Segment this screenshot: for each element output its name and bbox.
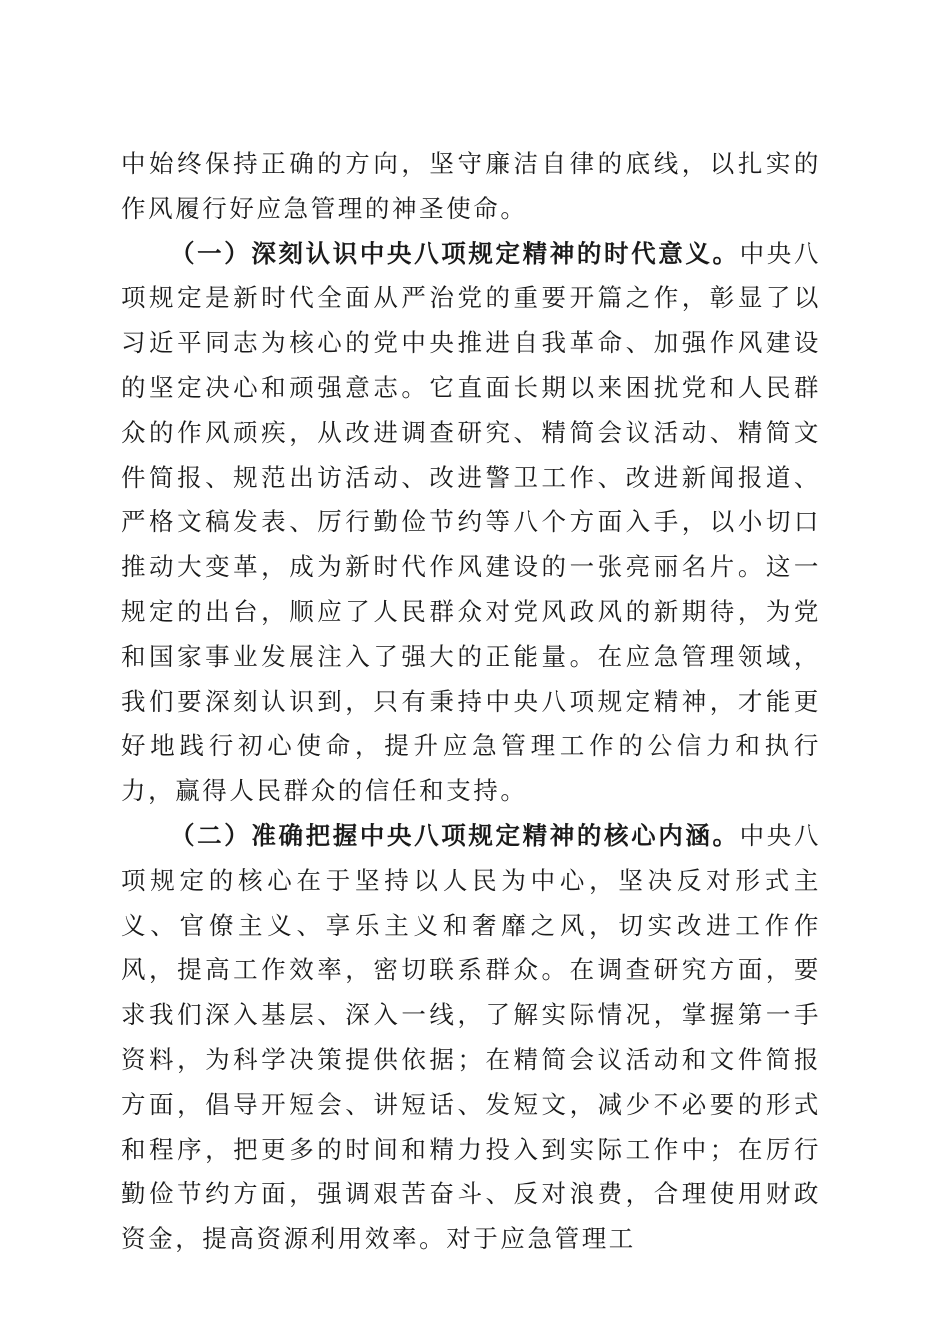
document-body [121,142,821,1262]
paragraph-text: 中始终保持正确的方向，坚守廉洁自律的底线，以扎实的作风履行好应急管理的神圣使命。 [121,149,821,223]
section-heading-1: （一）深刻认识中央八项规定精神的时代意义。 [170,238,740,268]
section-heading-2: （二）准确把握中央八项规定精神的核心内涵。 [170,820,740,850]
paragraph-text: 中央八项规定的核心在于坚持以人民为中心，坚决反对形式主义、官僚主义、享乐主义和奢靡之风，切实改进工作作风，提高工作效率，密切联系群众。在调查研究方面，要求我们深入基层、深入一线，了解实际情况，掌握第一手资料，为科学决策提供依据；在精简会议活动和文件简报方面，倡导开短会、讲短话、发短文，减少不必要的形式和程序，把更多的时间和精力投入到实际工作中；在厉行勤俭节约方面，强调艰苦奋斗、反对浪费，合理使用财政资金，提高资源利用效率。对于应急管理工 [121,820,821,1254]
paragraph-section-1 [121,232,821,814]
paragraph-text: 中央八项规定是新时代全面从严治党的重要开篇之作，彰显了以习近平同志为核心的党中央推进自我革命、加强作风建设的坚定决心和顽强意志。它直面长期以来困扰党和人民群众的作风顽疾，从改进调查研究、精简会议活动、精简文件简报、规范出访活动、改进警卫工作、改进新闻报道、严格文稿发表、厉行勤俭节约等八个方面入手，以小切口推动大变革，成为新时代作风建设的一张亮丽名片。这一规定的出台，顺应了人民群众对党风政风的新期待，为党和国家事业发展注入了强大的正能量。在应急管理领域，我们要深刻认识到，只有秉持中央八项规定精神，才能更好地践行初心使命，提升应急管理工作的公信力和执行力，赢得人民群众的信任和支持。 [121,238,821,806]
paragraph-continuation [121,142,821,232]
paragraph-section-2 [121,814,821,1262]
